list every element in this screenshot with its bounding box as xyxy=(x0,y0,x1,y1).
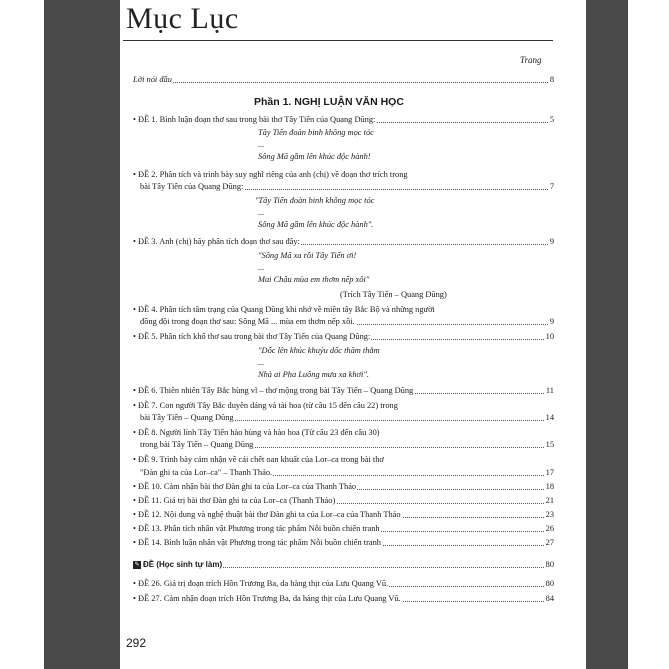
toc-entry-text: • ĐỀ 6. Thiên nhiên Tây Bắc hùng vĩ – thơ mộng trong bài Tây Tiến – Quang Dũng xyxy=(133,386,414,395)
toc-entry-text: • ĐỀ 12. Nội dung và nghệ thuật bài thơ Đàn ghi ta của Lor–ca của Thanh Thảo xyxy=(133,510,401,519)
toc-entry[interactable] xyxy=(133,482,554,492)
toc-entry-text: • ĐỀ 10. Cảm nhận bài thơ Đàn ghi ta của Lor–ca của Thanh Thảo xyxy=(133,482,357,491)
toc-entry-text: "Đàn ghi ta của Lor–ca" – Thanh Thảo. xyxy=(140,468,273,477)
toc-entry[interactable] xyxy=(140,468,554,478)
toc-entry[interactable] xyxy=(133,510,554,520)
toc-entry-text: đồng đội trong đoạn thơ sau: Sông Mã ... mùa em thơm nếp xôi. xyxy=(140,317,355,326)
toc-entry-page: 26 xyxy=(545,524,554,533)
right-dark-margin xyxy=(586,0,628,669)
toc-entry[interactable] xyxy=(133,75,554,85)
toc-entry[interactable] xyxy=(133,524,554,534)
toc-entry-text: trong bài Tây Tiến – Quang Dũng xyxy=(140,440,254,449)
quote-line: ... xyxy=(258,140,265,149)
toc-entry[interactable] xyxy=(133,594,554,604)
toc-entry-page: 15 xyxy=(545,440,554,449)
toc-entry-text: • ĐỀ 26. Giá trị đoạn trích Hồn Trương Ba, da hàng thịt của Lưu Quang Vũ. xyxy=(133,579,389,588)
title-divider xyxy=(123,40,553,41)
toc-entry-text: • ĐỀ 13. Phân tích nhân vật Phương trong tác phẩm Nỗi buồn chiến tranh xyxy=(133,524,380,533)
toc-entry-text: ĐỀ (Học sinh tự làm) xyxy=(143,560,223,569)
toc-entry-text: • ĐỀ 4. Phân tích tâm trạng của Quang Dũng khi nhớ về miền tây Bắc Bộ và những người xyxy=(133,305,435,314)
toc-entry[interactable] xyxy=(133,579,554,589)
toc-entry[interactable] xyxy=(140,317,554,327)
toc-entry-text: • ĐỀ 5. Phân tích khổ thơ sau trong bài thơ Tây Tiến của Quang Dũng: xyxy=(133,332,371,341)
toc-entry-text: • ĐỀ 14. Bình luận nhân vật Phương trong tác phẩm Nỗi buồn chiến tranh xyxy=(133,538,381,547)
left-dark-margin xyxy=(44,0,120,669)
toc-entry[interactable] xyxy=(140,440,554,450)
toc-entry-text: Lời nói đầu xyxy=(133,75,172,84)
toc-entry-page: 8 xyxy=(549,75,554,84)
toc-entry-text: • ĐỀ 11. Giá trị bài thơ Đàn ghi ta của Lor–ca (Thanh Thảo) xyxy=(133,496,336,505)
quote-line: "Dốc lên khúc khuỷu dốc thăm thẳm xyxy=(258,346,380,355)
toc-entry-text: • ĐỀ 8. Người lính Tây Tiến hào hùng và hào hoa (Từ câu 23 đến câu 30) xyxy=(133,428,380,437)
toc-entry-page: 23 xyxy=(545,510,554,519)
section-title: Phần 1. NGHỊ LUẬN VĂN HỌC xyxy=(254,96,404,108)
quote-line: ... xyxy=(258,263,265,272)
toc-entry-text: bài Tây Tiến của Quang Dũng: xyxy=(140,182,244,191)
toc-entry-page: 5 xyxy=(549,115,554,124)
quote-line: Sông Mã gầm lên khúc độc hành". xyxy=(258,220,374,229)
toc-entry[interactable] xyxy=(133,332,554,342)
quote-line: Tây Tiến đoàn binh không mọc tóc xyxy=(258,128,374,137)
toc-entry-page: 21 xyxy=(545,496,554,505)
quote-line: Sông Mã gầm lên khúc độc hành! xyxy=(258,152,371,161)
page-column-header: Trang xyxy=(520,55,542,65)
toc-entry-page: 11 xyxy=(545,386,554,395)
toc-entry-page: 17 xyxy=(545,468,554,477)
quote-attribution: (Trích Tây Tiến – Quang Dũng) xyxy=(340,290,447,299)
quote-line: ... xyxy=(258,358,265,367)
toc-entry-text: • ĐỀ 27. Cảm nhận đoạn trích Hồn Trương Ba, da hàng thịt của Lưu Quang Vũ. xyxy=(133,594,401,603)
toc-entry-text: • ĐỀ 1. Bình luận đoạn thơ sau trong bài thơ Tây Tiến của Quang Dũng: xyxy=(133,115,376,124)
toc-entry-page: 80 xyxy=(545,560,554,569)
quote-line: "Sông Mã xa rồi Tây Tiến ơi! xyxy=(258,251,357,260)
toc-entry[interactable] xyxy=(133,237,554,247)
toc-entry[interactable] xyxy=(133,560,554,570)
toc-entry-text: • ĐỀ 3. Anh (chị) hãy phân tích đoạn thơ sau đây: xyxy=(133,237,300,246)
toc-entry[interactable] xyxy=(140,182,554,192)
toc-entry-text: • ĐỀ 9. Trình bày cảm nhận về cái chết oan khuất của Lor–ca trong bài thơ xyxy=(133,455,384,464)
toc-entry-page: 7 xyxy=(549,182,554,191)
quote-line: Mai Châu mùa em thơm nếp xôi" xyxy=(258,275,370,284)
toc-entry[interactable] xyxy=(133,496,554,506)
toc-entry-page: 27 xyxy=(545,538,554,547)
toc-entry[interactable] xyxy=(140,413,554,423)
quote-line: "Tây Tiến đoàn binh không mọc tóc xyxy=(255,196,375,205)
toc-entry-page: 10 xyxy=(545,332,554,341)
document-icon: ✎ xyxy=(134,562,140,569)
toc-entry-page: 14 xyxy=(545,413,554,422)
toc-entry-text: bài Tây Tiến – Quang Dũng xyxy=(140,413,234,422)
toc-entry[interactable] xyxy=(133,386,554,396)
toc-entry-page: 9 xyxy=(549,237,554,246)
toc-entry[interactable] xyxy=(133,538,554,548)
quote-line: Nhà ai Pha Luông mưa xa khơi". xyxy=(258,370,369,379)
toc-entry-page: 9 xyxy=(549,317,554,326)
quote-line: ... xyxy=(258,208,265,217)
toc-entry[interactable] xyxy=(133,115,554,125)
toc-entry-text: • ĐỀ 2. Phân tích và trình bày suy nghĩ riêng của anh (chị) về đoạn thơ trích trong xyxy=(133,170,408,179)
toc-entry-page: 84 xyxy=(545,594,554,603)
page-title: Mục Lục xyxy=(126,2,239,35)
toc-entry-page: 18 xyxy=(545,482,554,491)
page-number: 292 xyxy=(126,636,147,650)
toc-entry-page: 80 xyxy=(545,579,554,588)
toc-entry-text: • ĐỀ 7. Con người Tây Bắc duyên dáng và tài hoa (từ câu 15 đến câu 22) trong xyxy=(133,401,398,410)
